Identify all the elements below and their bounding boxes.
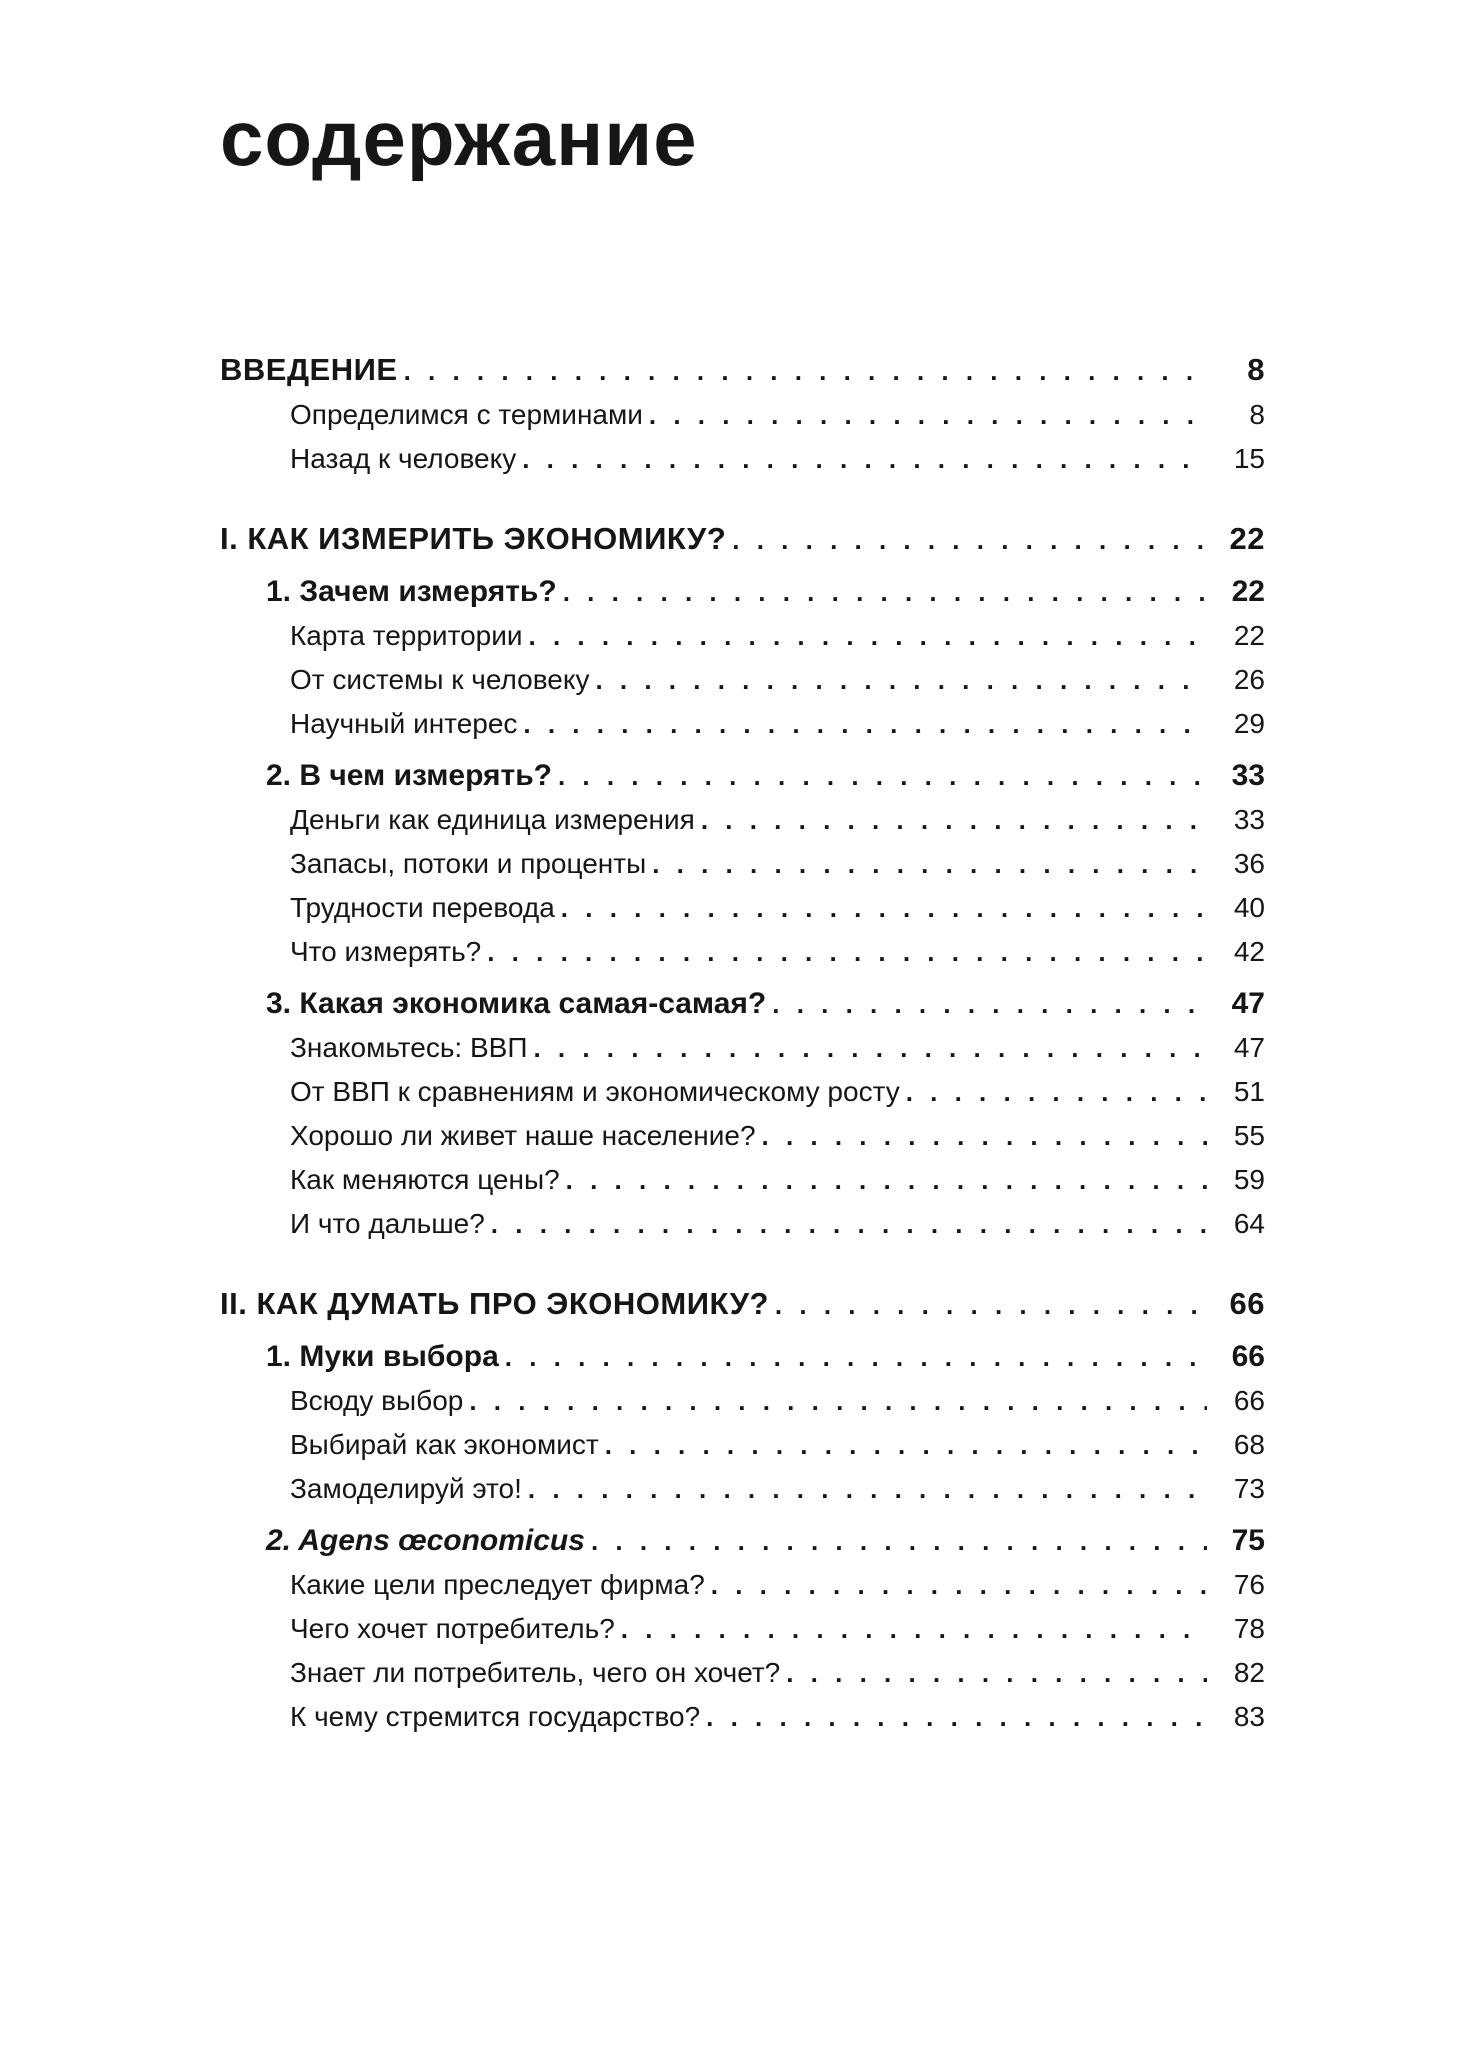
page-content [220, 94, 1265, 1739]
toc-entry-page: 47 [1233, 1031, 1265, 1063]
toc-entry-page: 66 [1233, 1384, 1265, 1416]
toc-entry [290, 1467, 1265, 1511]
toc-entry [290, 1202, 1265, 1246]
toc-entry-label: К чему стремится государство? [290, 1700, 701, 1732]
toc-entry [290, 437, 1265, 481]
dot-leader [786, 1651, 1207, 1695]
toc-entry-page: 73 [1233, 1472, 1265, 1504]
dot-leader [649, 393, 1207, 437]
dot-leader [701, 798, 1207, 842]
toc-entry-label: Чего хочет потребитель? [290, 1612, 615, 1644]
toc-entry-page: 29 [1233, 707, 1265, 739]
dot-leader [523, 702, 1207, 746]
toc-entry-label: Деньги как единица измерения [290, 803, 695, 835]
toc-entry-page: 36 [1233, 847, 1265, 879]
toc-entry-page: 22 [1229, 520, 1265, 556]
toc-list [220, 348, 1265, 1739]
toc-entry-label: От системы к человеку [290, 663, 590, 695]
toc-entry-page: 68 [1233, 1428, 1265, 1460]
toc-entry [290, 1158, 1265, 1202]
toc-entry [290, 702, 1265, 746]
toc-entry-label: Какие цели преследует фирма? [290, 1568, 705, 1600]
dot-leader [558, 754, 1207, 798]
toc-entry-page: 76 [1233, 1568, 1265, 1600]
toc-entry [290, 842, 1265, 886]
dot-leader [529, 614, 1207, 658]
toc-entry [290, 658, 1265, 702]
toc-entry-page: 47 [1231, 986, 1265, 1020]
toc-entry-label: Знакомьтесь: ВВП [290, 1031, 528, 1063]
toc-entry [290, 798, 1265, 842]
toc-entry [290, 1070, 1265, 1114]
toc-entry-page: 59 [1233, 1163, 1265, 1195]
toc-entry-label: И что дальше? [290, 1207, 485, 1239]
toc-entry [290, 1607, 1265, 1651]
toc-entry-page: 33 [1233, 803, 1265, 835]
toc-entry-label: 2. Agens œconomicus [266, 1523, 585, 1557]
dot-leader [487, 930, 1207, 974]
dot-leader [566, 1158, 1207, 1202]
toc-entry [290, 1379, 1265, 1423]
dot-leader [772, 982, 1207, 1026]
dot-leader [522, 437, 1207, 481]
dot-leader [732, 517, 1207, 562]
dot-leader [505, 1335, 1207, 1379]
toc-entry-page: 64 [1233, 1207, 1265, 1239]
toc-entry-label: Всюду выбор [290, 1384, 464, 1416]
toc-entry-label: Трудности перевода [290, 891, 555, 923]
toc-entry [290, 1563, 1265, 1607]
toc-entry [266, 1335, 1265, 1379]
dot-leader [706, 1695, 1207, 1739]
dot-leader [605, 1423, 1207, 1467]
toc-entry-page: 40 [1233, 891, 1265, 923]
toc-entry [290, 1114, 1265, 1158]
toc-entry-label: I. КАК ИЗМЕРИТЬ ЭКОНОМИКУ? [220, 520, 727, 556]
dot-leader [404, 348, 1207, 393]
toc-entry-label: 3. Какая экономика самая-самая? [266, 986, 767, 1020]
toc-entry [290, 393, 1265, 437]
toc-entry-page: 78 [1233, 1612, 1265, 1644]
toc-entry-label: 2. В чем измерять? [266, 758, 552, 792]
dot-leader [906, 1070, 1207, 1114]
toc-entry-label: ВВЕДЕНИЕ [220, 351, 398, 387]
dot-leader [561, 886, 1207, 930]
toc-entry [220, 1282, 1265, 1327]
page-title: содержание [220, 94, 698, 182]
toc-entry-page: 83 [1233, 1700, 1265, 1732]
toc-entry-label: Знает ли потребитель, чего он хочет? [290, 1656, 781, 1688]
toc-entry [266, 570, 1265, 614]
toc-entry-page: 75 [1231, 1523, 1265, 1557]
toc-entry-page: 33 [1231, 758, 1265, 792]
toc-entry-page: 8 [1249, 398, 1265, 430]
toc-entry [290, 886, 1265, 930]
toc-entry-page: 55 [1233, 1119, 1265, 1151]
dot-leader [762, 1114, 1207, 1158]
toc-entry-label: Определимся с терминами [290, 398, 643, 430]
dot-leader [775, 1282, 1207, 1327]
toc-entry-page: 82 [1233, 1656, 1265, 1688]
toc-entry-page: 66 [1231, 1339, 1265, 1373]
dot-leader [711, 1563, 1207, 1607]
toc-entry-label: 1. Муки выбора [266, 1339, 499, 1373]
toc-entry-page: 8 [1247, 351, 1265, 387]
toc-entry [266, 982, 1265, 1026]
toc-entry-page: 42 [1233, 935, 1265, 967]
toc-entry-label: II. КАК ДУМАТЬ ПРО ЭКОНОМИКУ? [220, 1285, 769, 1321]
toc-entry-label: От ВВП к сравнениям и экономическому росту [290, 1075, 900, 1107]
toc-entry-label: Хорошо ли живет наше население? [290, 1119, 756, 1151]
toc-entry-label: Карта территории [290, 619, 523, 651]
toc-entry-label: Научный интерес [290, 707, 518, 739]
dot-leader [621, 1607, 1207, 1651]
toc-entry-label: Запасы, потоки и проценты [290, 847, 647, 879]
toc-entry-page: 22 [1231, 574, 1265, 608]
toc-entry-label: Как меняются цены? [290, 1163, 560, 1195]
toc-entry [220, 348, 1265, 393]
toc-entry [290, 1423, 1265, 1467]
toc-entry-label: Выбирай как экономист [290, 1428, 599, 1460]
toc-entry [290, 930, 1265, 974]
toc-entry [220, 517, 1265, 562]
dot-leader [652, 842, 1207, 886]
toc-entry-page: 15 [1233, 442, 1265, 474]
dot-leader [491, 1202, 1207, 1246]
dot-leader [591, 1519, 1207, 1563]
toc-entry-label: 1. Зачем измерять? [266, 574, 557, 608]
toc-entry-label: Замоделируй это! [290, 1472, 522, 1504]
toc-entry-page: 26 [1233, 663, 1265, 695]
dot-leader [528, 1467, 1207, 1511]
toc-entry [290, 1026, 1265, 1070]
toc-entry [290, 1695, 1265, 1739]
toc-entry-page: 66 [1229, 1285, 1265, 1321]
dot-leader [563, 570, 1207, 614]
toc-entry [266, 754, 1265, 798]
toc-entry-page: 51 [1233, 1075, 1265, 1107]
toc-entry-page: 22 [1233, 619, 1265, 651]
toc-entry-label: Назад к человеку [290, 442, 517, 474]
toc-entry [266, 1519, 1265, 1563]
toc-entry [290, 614, 1265, 658]
dot-leader [533, 1026, 1207, 1070]
toc-entry [290, 1651, 1265, 1695]
toc-entry-label: Что измерять? [290, 935, 482, 967]
dot-leader [595, 658, 1207, 702]
dot-leader [469, 1379, 1207, 1423]
